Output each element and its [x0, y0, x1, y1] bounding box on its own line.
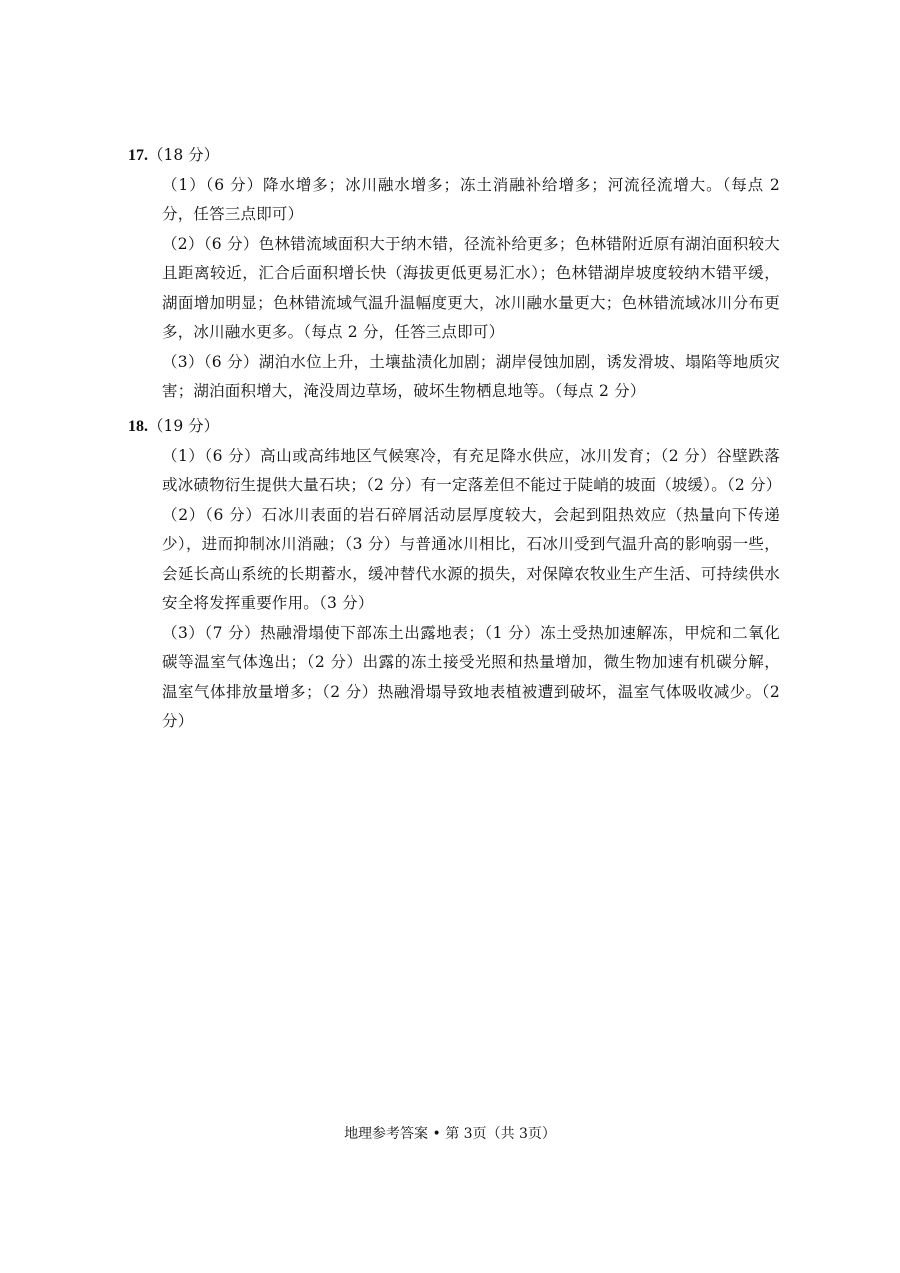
question-17: [128, 141, 780, 407]
question-number: 18.: [128, 418, 148, 435]
question-number: 17.: [128, 147, 148, 164]
answer-part-1: （1）（6 分）高山或高纬地区气候寒冷，有充足降水供应，冰川发育；（2 分）谷壁跌落或冰碛物衍生提供大量石块；（2 分）有一定落差但不能过于陡峭的坡面（坡缓）。（2 分）: [162, 446, 782, 494]
question-score: （18 分）: [148, 146, 220, 164]
answer-part-1: （1）（6 分）降水增多；冰川融水增多；冻土消融补给增多；河流径流增大。（每点 2 分，任答三点即可）: [162, 175, 780, 223]
question-header: [128, 141, 780, 171]
question-score: （19 分）: [148, 417, 220, 435]
answer-part-3: （3）（7 分）热融滑塌使下部冻土出露地表；（1 分）冻土受热加速解冻，甲烷和二氧化碳等温室气体逸出；（2 分）出露的冻土接受光照和热量增加，微生物加速有机碳分解，温室气体排放量增多；（2 分）热融滑塌导致地表植被遭到破坏，温室气体吸收减少。（2 分）: [162, 623, 780, 730]
answer-part-2: （2）（6 分）色林错流域面积大于纳木错，径流补给更多；色林错附近原有湖泊面积较大且距离较近，汇合后面积增长快（海拔更低更易汇水）；色林错湖岸坡度较纳木错平缓，湖面增加明显；色林错流域气温升温幅度更大，冰川融水量更大；色林错流域冰川分布更多，冰川融水更多。（每点 2 分，任答三点即可）: [162, 234, 780, 341]
answer-part-3: （3）（6 分）湖泊水位上升，土壤盐渍化加剧；湖岸侵蚀加剧，诱发滑坡、塌陷等地质灾害；湖泊面积增大，淹没周边草场，破坏生物栖息地等。（每点 2 分）: [162, 352, 780, 400]
answer-part-2: （2）（6 分）石冰川表面的岩石碎屑活动层厚度较大，会起到阻热效应（热量向下传递少），进而抑制冰川消融；（3 分）与普通冰川相比，石冰川受到气温升高的影响弱一些，会延长高山系统的长期蓄水，缓冲替代水源的损失，对保障农牧业生产生活、可持续供水安全将发挥重要作用。（3 分）: [162, 505, 780, 612]
page-footer: 地理参考答案 • 第 3页（共 3页）: [344, 1126, 556, 1142]
question-header: [128, 412, 780, 442]
question-18: [128, 412, 780, 737]
